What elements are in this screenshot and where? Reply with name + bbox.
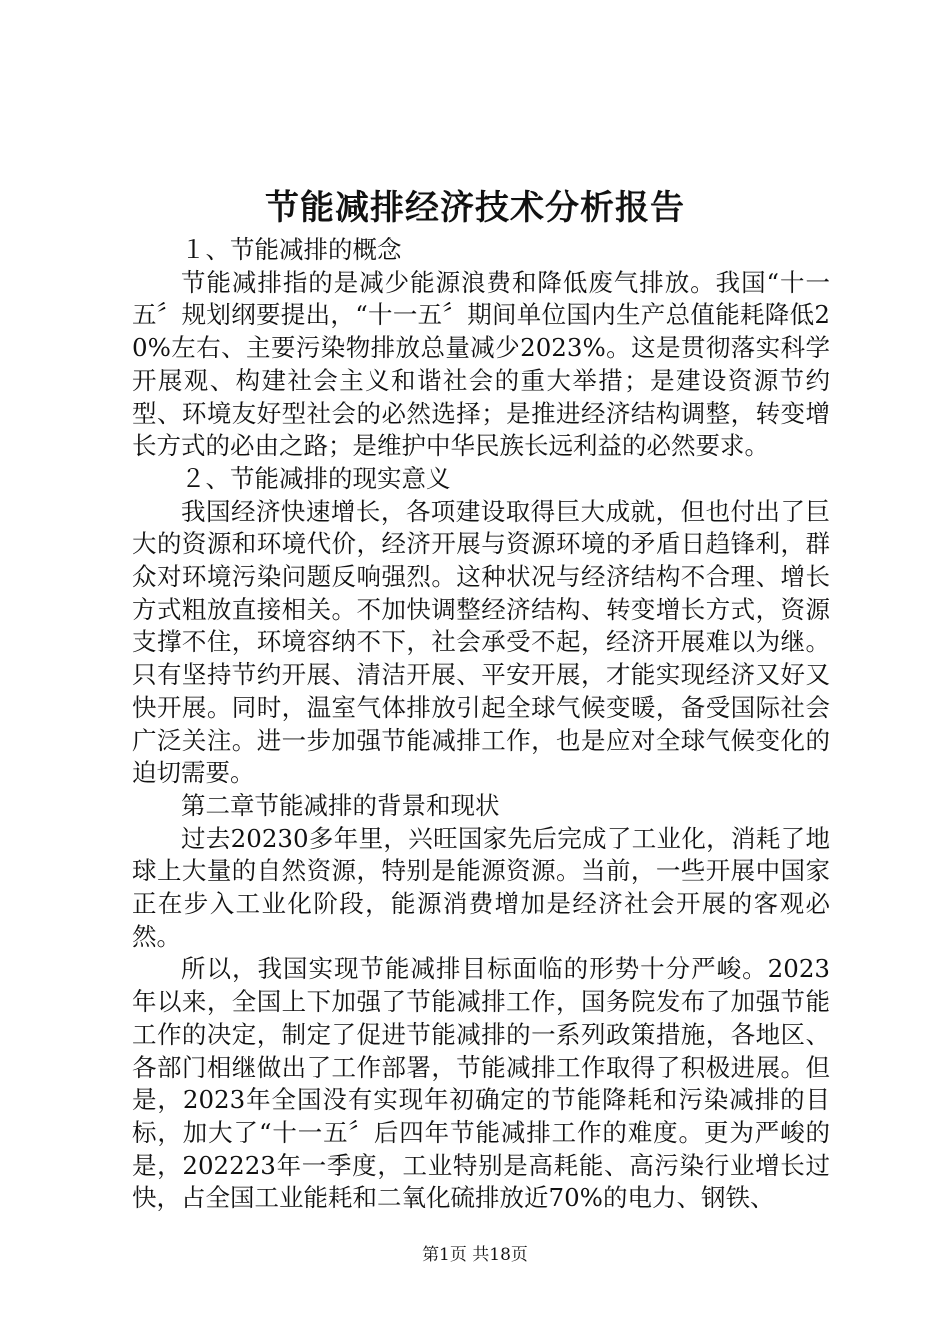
page-footer: 第1页 共18页 <box>422 1245 528 1265</box>
section-heading: １、节能减排的概念 <box>181 235 402 264</box>
document-title: 节能减排经济技术分析报告 <box>265 188 685 228</box>
paragraph: 我国经济快速增长，各项建设取得巨大成就，但也付出了巨大的资源和环境代价，经济开展与资源环境的矛盾日趋锋利，群众对环境污染问题反响强烈。这种状况与经济结构不合理、增长方式粗放直接相关。不加快调整经济结构、转变增长方式，资源支撑不住，环境容纳不下，社会承受不起，经济开展难以为继。只有坚持节约开展、清洁开展、平安开展，才能实现经济又好又快开展。同时，温室气体排放引起全球气候变暖，备受国际社会广泛关注。进一步加强节能减排工作，也是应对全球气候变化的迫切需要。 <box>132 496 830 788</box>
paragraph: 所以，我国实现节能减排目标面临的形势十分严峻。2023年以来，全国上下加强了节能减排工作，国务院发布了加强节能工作的决定，制定了促进节能减排的一系列政策措施，各地区、各部门相继做出了工作部署，节能减排工作取得了积极进展。但是，2023年全国没有实现年初确定的节能降耗和污染减排的目标，加大了“十一五〞后四年节能减排工作的难度。更为严峻的是，202223年一季度，工业特别是高耗能、高污染行业增长过快，占全国工业能耗和二氧化硫排放近70%的电力、钢铁、 <box>132 954 830 1213</box>
section-heading: ２、节能减排的现实意义 <box>181 463 451 493</box>
paragraph: 过去20230多年里，兴旺国家先后完成了工业化，消耗了地球上大量的自然资源，特别是能源资源。当前，一些开展中国家正在步入工业化阶段，能源消费增加是经济社会开展的客观必然。 <box>132 823 830 951</box>
chapter-heading: 第二章节能减排的背景和现状 <box>181 790 500 820</box>
document-body <box>132 234 830 1215</box>
paragraph: 节能减排指的是减少能源浪费和降低废气排放。我国“十一五〞规划纲要提出，“十一五〞期间单位国内生产总值能耗降低20%左右、主要污染物排放总量减少2023%。这是贯彻落实科学开展观、构建社会主义和谐社会的重大举措；是建设资源节约型、环境友好型社会的必然选择；是推进经济结构调整，转变增长方式的必由之路；是维护中华民族长远利益的必然要求。 <box>132 267 830 461</box>
